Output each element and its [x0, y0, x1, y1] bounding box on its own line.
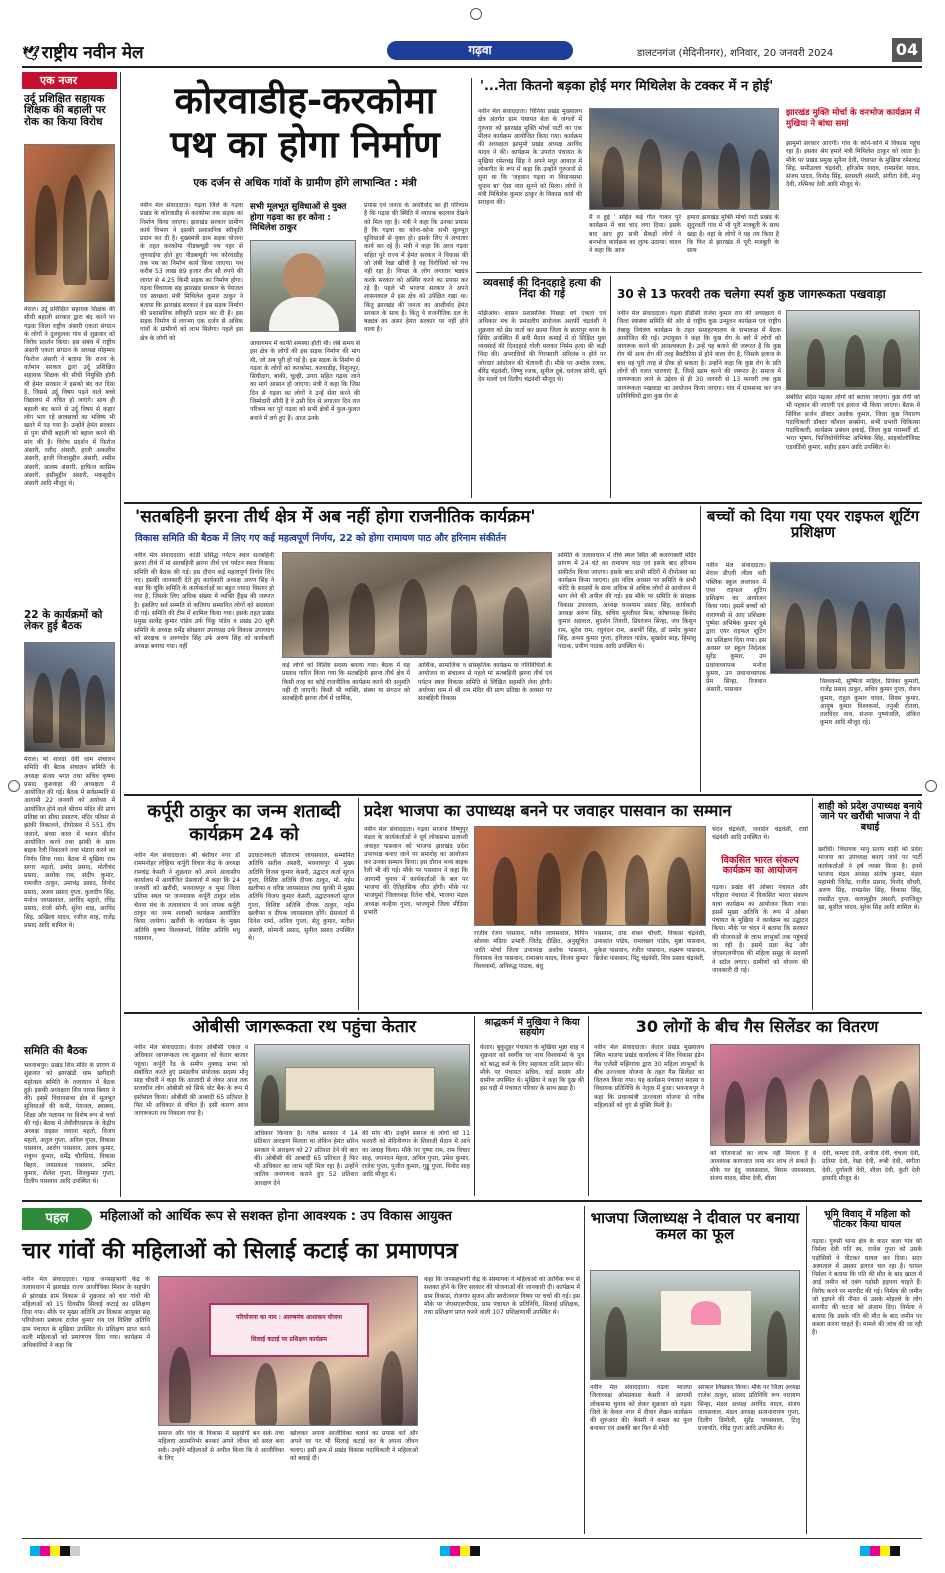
column-rule	[806, 1206, 807, 1534]
land-dispute-body: गढ़वा। गुरुसी थाना क्षेत्र के कठर कला गांव की निर्मला देवी पति स्व. राजेश गुप्ता को उसके पड़ोसियों ने पीटकर घायल कर दिया। सदर अस्पताल में उसका इलाज चल रहा है। घायल निर्मला ने बताया कि पति की मौत के बाद खाता में आई जमीन को दबंग पड़ोसी हड़पना चाहते हैं। विरोध करने पर मारपीट की गई। निर्मला की जमीन जो हड़पने की नीयत से उसके मोहल्ले के लोग मारपीट की घटना को अंजाम दिए। निर्मला ने बताया कि उसके पति की मौत के बाद जमीन पर कब्जा करना चाहते हैं। मामले की जांच की जा रही है।	[812, 1238, 922, 1337]
color-swatches-center	[440, 1546, 480, 1556]
gas-body-3: देवी, कमला देवी, अनीता देवी, चंचला देवी, प्रतिमा देवी, रेखा देवी, रूबी देवी, संगीता देवी, दुर्गावती देवी, शीला देवी, कुंती देवी इत्यादि मौजूद थे।	[822, 1150, 920, 1182]
gas-title: 30 लोगों के बीच गैस सिलेंडर का वितरण	[635, 1017, 879, 1036]
obc-photo	[254, 1044, 470, 1126]
wall-painting-body: नवीन मेल संवाददाता। गढ़वा भाजपा जिलाध्यक्ष ओमप्रकाश केसरी ने आगामी लोकसभा चुनाव को लेकर शुक्रवार को गढ़वा जिले के केवल नगर में दीवार लेखन कार्यक्रम की शुरुआत की। केसरी ने कमल का फूल बनाकर एवं अबकी बार फिर से मोदी	[590, 1384, 692, 1433]
row-rule	[476, 272, 922, 273]
registration-mark-top	[470, 8, 482, 20]
rifle-body: नवीन मेल संवाददाता। मेराल डीएवी लीला वती पब्लिक स्कूल लवरावन में एयर राइफल शूटिंग प्रशिक्षण का आयोजन किया गया। इसमें बच्चों को वाराणसी से आए प्रशिक्षक पुष्पेश अभिषेक कुमार दुबे द्वारा एयर राइफल शूटिंग का प्रशिक्षण दिया गया। इस अवसर पर स्कूल निदेशक सुरेंद्र कुमार, उप प्रधानाध्यापक मनोज कुमार, उप प्रधानाध्यापक प्रेम सिन्हा, रिजवान अंसारी, पासवान	[706, 562, 766, 694]
obc-column-2: अधिकार किनारा है। गरीब सरकार ने 14 प्रतिशत आरक्षण मिलता था लेकिन हेमंत सोरेन सरकार ने आरक्षण को 27 प्रतिशत देने की बात की। ओबीसी की आबादी 65 प्रतिशत है फिर भी अधिकार का लाभ नहीं मिल रहा है। उन्होंने जातिय जनगणना कराने हुए 52 प्रतिशत आरक्षण देने	[254, 1130, 358, 1187]
mithilesh-body-1: नवीन मेल संवाददाता। चिनिया प्रखंड मुख्यालय क्षेत्र अंतर्गत ग्राम पंचायत बेता के जंगलों में गुरुवार को झारखंड मुक्ति मोर्चा पार्टी का एक मीलन कार्यक्रम आयोजित किया गया। कार्यक्रम की अध्यक्षता झामुमो प्रखंड अध्यक्ष अरविंद यादव ने की। कार्यक्रम के उपरांत पंचायत के मुखिया रमेशचंद्र सिंह ने अपने मधुर आवाज़ में लोकगीत के रूप में कहा कि उन्होंने गुरुजनों से सुना था कि 'जहवान गढ़वा ना विधानसभा चुनाव बा' ऐसा नारा सुनने को मिला। लोगों ने मंत्री मिथिलेश कुमार ठाकुर के विकास कार्य की सराहना की।	[478, 108, 582, 207]
leprosy-title: 30 से 13 फरवरी तक चलेगा स्पर्श कुष्ठ जागरूकता पखवाड़ा	[617, 287, 886, 301]
lead-column-3: प्रयास एवं जनता के आशीर्वाद का ही परिणाम है कि गढ़वा की स्थिति में व्यापक बदलाव देखने को मिल रहा है। मंत्री ने कहा कि उनका प्रयास है कि गढ़वा का कोना-कोना सभी मूलभूत सुविधाओं से युक्त हो। इसके लिए वे लगातार कार्य कर रहे हैं। मंत्री ने कहा कि आज गढ़वा सहित पूरे राज्य में हेमंत सरकार ने विकास की जो लंबी रेखा खींची है वह विरोधियों को पच नहीं रहा है। विपक्ष के लोग लगातार षड्यंत्र करके सरकार को अस्थिर करने का प्रयास कर रहे हैं। पहले भी भाजपा सरकार ने अपने शासनकाल में इस क्षेत्र को उपेक्षित रखा था। किंतु झारखंड की जनता का आशीर्वाद हेमंत सरकार के साथ है। किंतु वे राजनीतिक दल के षड्यंत्र का असर हेमंत सरकार पर नहीं होने वाला है।	[364, 202, 468, 334]
mithilesh-body-2: मैं न हुई ' सहित कई गीत गाकर पूरे कार्यक्रम में चार चांद लगा दिया। इसके बाद आए हुए सभी सैकड़ों लोगों ने बनभोज कार्यक्रम का लुत्फ उठाया। यादव ने कहा कि आज	[589, 214, 681, 255]
ek-nazar-s1-photo	[24, 144, 115, 302]
footer-rule	[22, 1538, 922, 1539]
jawahar-photo	[474, 826, 706, 926]
satbahini-column-3: आर्थिक, सामाजिक व सांस्कृतिक कार्यक्रम या गतिविधियों के आयोजन या संचालन से पहले मां सतबहिनी झरना तीर्थ एवं पर्यटन स्थल विकास समिति से लिखित सहमति लेना होगी। अयोध्या धाम में श्री राम मंदिर की प्राण प्रतिष्ठा के अवसर पर सतबहिनी विकास	[418, 662, 552, 703]
registration-mark-right	[925, 780, 937, 792]
leprosy-photo	[786, 310, 920, 390]
ek-nazar-column	[22, 72, 117, 1197]
murder-body: मझिआंव। शासन प्रशासनिक पिछड़ा वर्ग एकता एवं अधिकार मंच के प्रमंडलीय संयोजक अशर्फी चंद्रवंशी ने शुक्रवार को प्रेस वार्ता कर फ्रामा जिला के छतरपुर थाना के सिंघेर अवस्थित मैं बनी मैदान कमाई में दो शिक्षित युवा व्यवसाई की दिनदहाड़े गोली मारकर निर्मम हत्या की कड़ी निंदा की। अपराधियों की गिरफ्तारी अविलंब न होने पर जोरदार आंदोलन की चेतावनी दी। मौके पर अशोक रजक, बीरेंद्र चंद्रवंशी, विष्णु रजक, सुनील दुबे, धनंजय सोनी, सूर्य देव मालो एवं दिलीप चंद्रवंशी मौजूद थे।	[478, 310, 606, 384]
shahi-body: खरौंधी। विधायक भानु प्रताप शाही को प्रदेश भाजपा का उपाध्यक्ष बनाए जाने पर पार्टी कार्यकर्ताओं ने हर्ष व्यक्त किया है। इनमें भाजपा मंडल अध्यक्ष संतोष कुमार, मंडल महामंत्री जितेंद्र, राजीव प्रसाद, विनोद चौधरी, अरुण सिंह, रामप्रवेश सिंह, विकास सिंह, रामप्रीत गुप्ता, कलामुद्दीन अंसारी, इन्तजिशुर खा, सुशील यादव, सुरेश सिंह आदि शामिल थे।	[818, 846, 922, 912]
row-rule	[22, 1200, 922, 1202]
gas-body: नवीन मेल संवाददाता। केतार प्रखंड मुख्यालय स्थित भाजपा प्रखंड कार्यालय में शिव विकास इंडेन गैस एजेंसी मझिगांवा द्वारा 30 महिला लाभुकों के बीच उज्ज्वला योजना के तहत गैस सिलेंडर का वितरण किया गया। यह कार्यक्रम पंचायत सदस्य व विधायक प्रतिनिधि के नेतृत्व में हुआ। भवनाथपुर ने कहा कि प्रधानमंत्री उज्ज्वला योजना से गरीब महिलाओं को धुएं से मुक्ति मिली है।	[594, 1044, 704, 1110]
obc-column-1: नवीन मेल संवाददाता। केतार ओबीसी एकता व अधिकार जागरूकता रथ शुक्रवार को केतार बाजार पहुंचा। कर्पूरी रैड के समीप नुक्कड़ सभा को संबोधित करते हुए प्रमंडलीय संयोजक सदस्य मोनू साह चौधरी ने कहा कि आजादी से लेकर आज तक सत्ताधीन लोग ओबीसी को सिर्फ वोट बैंक के रूप में इस्तेमाल किया। ओबीसी की आबादी 65 प्रतिशत है फिर भी अधिकार से वंचित हैं। इसी कारण आज जागरूकता रथ निकाला गया है।	[134, 1044, 248, 1118]
land-dispute-title: भूमि विवाद में महिला को पीटकर किया घायल	[823, 1209, 911, 1231]
lotus-icon	[691, 1301, 721, 1325]
bird-logo-icon: 🕊	[22, 46, 40, 62]
rifle-body-2: विश्वकर्मा, सुष्मिता माहिल, प्रियंका कुमारी, राजेंद्र प्रसाद ठाकुर, सचिन कुमार गुप्ता, रोशन कुमार, राहुल कुमार यादव, शिवम कुमार, आयुष कुमार विश्वकर्मा, तनुश्री रोतला, तलविंदर नाथ, संजना पुष्पांजलि, अंकित कुमार आदि मौजूद रहे।	[820, 678, 920, 727]
color-swatches-left	[30, 1546, 80, 1556]
pahal-column-2: समाज और गांव के विकास में सहयोगी बन सके तथा महिलाएं आत्मनिर्भर बनकर अपने जीवन को सरल बना सकें। उन्होंने महिलाओं से अपील किया कि वे आजीविका के लिए	[158, 1430, 284, 1462]
ek-nazar-s3-title: समिति की बैठक	[24, 1045, 88, 1057]
minister-portrait	[250, 240, 356, 332]
shahi-title: शाही को प्रदेश उपाध्यक्ष बनाये जाने पर खरौंधी भाजपा ने दी बधाई	[818, 801, 922, 833]
ek-nazar-s2-photo	[24, 642, 115, 752]
wall-painting-photo	[590, 1270, 800, 1380]
jawahar-body-3: पासवान, दया शंकर चौधरी, विकास चंद्रवंशी, उमाकांत पांडेय, रामलखन पांडेय, मुन्ना पासवान, मुकेश पासवान, रंजीत पासवान, लक्ष्मण पासवान, ब्रिजेश पासवान, पिंटू चंद्रवंशी, शिव प्रसाद चंद्रवंशी,	[594, 930, 706, 962]
pahal-photo	[158, 1276, 418, 1426]
mithilesh-body-4: झामुमो सरकार आएगी। गांव के कोने-कोने में विकास पहुंच रहा है। इसका श्रेय हमारे मंत्री मिथिलेश ठाकुर को जाता है। मौके पर प्रखंड प्रमुख सुनैना देवी, पंचायत के मुखिया रमेशचंद्र सिंह, समीउल्ला चंद्रवंशी, हरिओम यादव, रामप्रवेश यादव, संजय यादव, विनोद सिंह, सरस्वती अंसारी, संगीता देवी, मंजू देवी, रश्मिका देवी आदि मौजूद थे।	[786, 140, 920, 189]
lead-deck: एक दर्जन से अधिक गांवों के ग्रामीण होंगे लाभान्वित : मंत्री	[193, 177, 417, 189]
column-rule	[588, 1016, 589, 1196]
row-rule	[124, 502, 922, 504]
page-number: 04	[892, 38, 922, 62]
column-rule	[474, 1016, 475, 1196]
shraddh-body: केतार। बुकुदुहर पंचायत के मुखिया मुन्ना शाह ने शुक्रवार को स्वर्गीय घर नाथ विश्वकर्मा के पुत्र को श्राद्ध कर्म के लिए सहायता राशि प्रदान की। मौके पर पंचायत सचिव, वार्ड सदस्य और ग्रामीण उपस्थित थे। मुखिया ने कहा कि दुख की इस घड़ी में पंचायत परिवार के साथ खड़ा है।	[480, 1044, 584, 1093]
jawahar-body-2: राजीव रंजन पासवान, नवीन जायसवाल, विपिन सोलवा मंडिया प्रभारी जितेंद्र दीक्षित, अनुसूचित जाति मोर्चा जिला उपाध्यक्ष अशोक पासवान, विनायक नेता पासवान, रामाश्रय यादव, विजय कुमार विश्वकर्मा, अनिरुद्ध पाठक, बंधु	[474, 930, 588, 971]
leprosy-body: नवीन मेल संवाददाता। गढ़वा डीडीसी राजेश कुमार राय की अध्यक्षता में जिला स्वास्थ्य समिति की ओर से राष्ट्रीय कुष्ठ उन्मूलन कार्यक्रम एवं राष्ट्रीय तंबाकू नियंत्रण कार्यक्रम के तहत समाहरणालय के सभाकक्ष में बैठक आयोजित की गई। उपायुक्त ने कहा कि कुष्ठ रोग के बारे में लोगों को जागरूक करने की आवश्यकता है। उन्हें यह बताने की जरूरत है कि कुष्ठ रोग भी अन्य रोग की तरह बैक्टीरिया से होने वाला रोग है, जिसके इलाज के बाद यह पूरी तरह से ठीक हो सकता है। उन्होंने कहा कि कुष्ठ रोग के प्रति लोगों की गलत धारणाएं हैं, जिन्हें खत्म करने की जरूरत है। समाज में जागरूकता लाने के उद्देश्य से ही 30 जनवरी से 13 फरवरी तक कुष्ठ जागरूकता पखवाड़ा का आयोजन किया जाएगा। गांव में ग्रामसभा कर जन प्रतिनिधियों द्वारा कुष्ठ रोग से	[617, 310, 781, 400]
ek-nazar-s3-body: भवनाथपुर। प्रखंड शिव मंदिर के प्रांगण में शुक्रवार को झारखंडी धाम खरीदारी महोत्सव समिति के तत्वाधान में बैठक हुई। इसकी अध्यक्षता शिव पारस बियार ने की। इसमें विधानसभा क्षेत्र में मूलभूत सुविधाओं की कमी, पेयजल, स्वास्थ्य, शिक्षा और पलायन पर विशेष रूप से चर्चा की गई। बैठक में जेवीवीएसएस के केंद्रीय अध्यक्ष दाइसर जवाना महतो, विजय महतो, अतुल गुप्ता, अनिल गुप्ता, विकास पासवान, आरोग पासवान, आरव कुमार, शत्रुघ्न कुमार, धर्मेंद्र चौरसिया, विकास बिहार, जयप्रकाश पासवान, अमित कुमार, शैलेश गुप्ता, शिवकुमार गुप्ता, दिलीप पासवान आदि उपस्थित थे।	[24, 1062, 115, 1186]
mithilesh-title: '...नेता कितनो बड़का होई मगर मिथिलेश के टक्कर में न होई'	[480, 79, 774, 94]
jawahar-body-4: चंदन चंद्रवंशी, जनार्दन चंद्रवंशी, राघो चंद्रवंशी आदि उपस्थित थे।	[712, 826, 808, 842]
masthead	[22, 38, 922, 64]
ek-nazar-label: एक नजर	[22, 72, 117, 89]
pahal-column-1: नवीन मेल संवाददाता। गढ़वा जनसहभागी केंद्र के तत्वावधान में झारखंड राज्य आजीविका मिशन के सहयोग से झारखंड ग्राम विकास से शुक्रवार को चार गांवों की महिलाओं को 15 दिवसीय सिलाई कटाई का प्रशिक्षण दिया गया। मौके पर मुख्य अतिथि उप विकास आयुक्त सह परियोजना प्रबंधक राजेश कुमार राय एवं विशिष्ट अतिथि ग्राम पंचायत के मुखिया उपस्थित थे। प्रशिक्षण प्राप्त करने वाली महिलाओं को प्रमाणपत्र दिया गया। कार्यक्रम में अधिकारियों ने कहा कि	[22, 1276, 150, 1350]
satbahini-column-1: नवीन मेल संवाददाता। कांडी प्रसिद्ध पर्यटन स्थल सतबहिनी झरना तीर्थ में मां सतबहिनी झरना तीर्थ एवं पर्यटन स्थल विकास समिति की बैठक की गई। इस दौरान कई महत्वपूर्ण निर्णय लिए गए। इसकी जानकारी देते हुए कार्यकारी अध्यक्ष अरुण सिंह ने कहा कि चूंकि समिति के कार्यकर्ताओं का बहुत ज्यादा विस्तार हो गया है, जिसके लिए अधिक संख्या में व्यक्ति हैंड्स की जरूरत है। इसलिए सर्व सम्मति से कतिपय सम्मानित लोगों को सदस्यता दी गई। समिति की टीम में शामिल किया गया। इसके तहत प्रखंड प्रमुख सत्येंद्र कुमार पांडेय उर्फ पिंकू पांडेय व प्रखंड 20 सूत्री समिति के अध्यक्ष धर्मेंद्र सोखवार उपाध्यक्ष उर्फ विकास उपाध्याय को संरक्षक व अरुणदेव सिंह उर्फ अरुण सिंह को कार्यकारी अध्यक्ष बनाया गया। वहीं	[134, 552, 274, 651]
pahal-column-3: खोलकर अपना आजीविका चलाने का प्रयास करें और अपने घर पर भी सिलाई कटाई कर के अपना जीवन चलाए। इसी क्रम में प्रखंड विकास पदाधिकारी ने महिलाओं को बधाई दी।	[290, 1430, 418, 1462]
dateline: डालटनगंज (मेदिनीनगर), शनिवार, 20 जनवरी 2024	[637, 48, 834, 59]
row-rule	[124, 794, 922, 796]
column-rule	[120, 72, 121, 1197]
column-rule	[700, 506, 701, 792]
lead-column-1: नवीन मेल संवाददाता। गढ़वा जिले के गढ़वा प्रखंड के कोरवाडीह से करकोमा तक सड़क का निर्माण किया जाएगा। झारखंड सरकार ग्रामीण कार्य विभाग ने इसकी प्रशासनिक स्वीकृति प्रदान कर दी है। मुख्यमंत्री ग्राम सड़क योजना के तहत करकोमा पीडब्ल्यूडी पथ नहर से लुगवाईया होते हुए पीडब्ल्यूडी पथ कोरवाडीह तक पथ का निर्माण कार्य किया जाएगा। पथ करीब 53 लाख 89 हजार तीन सौ रुपये की लागत से 4.25 किमी सड़क का निर्माण होगा। गढ़वा विधायक सह झारखंड सरकार के पेयजल एवं स्वच्छता मंत्री मिथिलेश कुमार ठाकुर ने बताया कि झारखंड सरकार ने इस सड़क निर्माण की प्रशासनिक स्वीकृति प्रदान कर दी है। इस सड़क निर्माण से लगभग एक दर्जन से अधिक गांवों के ग्रामीणों को लाभ मिलेगा। पहले इस क्षेत्र के लोगों को	[140, 202, 243, 342]
shraddh-title: श्राद्धकर्म में मुखिया ने किया सहयोग	[484, 1017, 580, 1039]
lead-column-2: आवागमन में काफी समस्या होती थी। लंबे समय से इस क्षेत्र के लोगों की इस सड़क निर्माण की मांग थी, जो अब पूरी हो गई है। इस सड़क के निर्माण से गढ़वा के लोगों को करकोमा, करवाडीह, विशुनपुर, सिघौदाग, बाकी, चूल्ही, उगरा सहित गढ़वा जाने का मार्ग आसान हो जाएगा। मंत्री ने कहा कि जिस दिन से गढ़वा का लोगों ने उन्हें सेवा करने की जिम्मेदारी सौंपी है वे उसी दिन से लगातार दिन रात परिश्रम कर पूरे गढ़वा को सभी क्षेत्रों में फुल-फुलत बनाने में लगे हुए हैं। आज उनके	[250, 340, 360, 422]
lead-quote: सभी मूलभूत सुविधाओं से युक्त होगा गढ़वा का हर कोना : मिथिलेश ठाकुर	[250, 202, 347, 233]
column-rule	[471, 78, 472, 498]
lead-title-line2: पथ का होगा निर्माण	[170, 123, 440, 166]
ek-nazar-s2-title: 22 के कार्यक्रमों को लेकर हुई बैठक	[24, 609, 103, 633]
masthead-rule	[22, 66, 922, 68]
murder-title: व्यवसाई की दिनदहाड़े हत्या की निंदा की गई	[483, 277, 601, 301]
brand-logo	[22, 40, 144, 63]
obc-column-3: की मांग की। उन्होंने समाज के लोगों को 11 फरवरी को मेदिनीनगर के शिवाजी मैदान में आने का आग्रह किया। मौके पर पुष्पा राम, राम विचार साह, जयनंदन मेहता, अनिल गुप्ता, उमेश कुमार, राजेश गुप्ता, पुजीत कुमार, गुड्डू गुप्ता, विनोद साह आदि मौजूद थे।	[362, 1130, 470, 1179]
color-swatches-right	[860, 1546, 900, 1556]
satbahini-title: 'सतबहिनी झरना तीर्थ क्षेत्र में अब नहीं होगा राजनीतिक कार्यक्रम'	[135, 507, 536, 527]
section-label: गढ़वा	[387, 41, 573, 60]
ek-nazar-s1-body: मेराल। उर्दू प्रशिक्षित सहायक शिक्षक की सीधी बहाली सरकार द्वारा बंद करने पर गढ़वा जिला राष्ट्रीय अंसारी एकता संगठन के लोगों ने दुलहुलवा गांव से शुक्रवार को विरोध प्रदर्शन किया। इस संबंध में राष्ट्रीय अंसारी एकता संगठन के अध्यक्ष मोहम्मद फिरोज अंसारी ने बताया कि राज्य के वर्तमान सरकार द्वारा उर्दू प्रशिक्षित सहायक शिक्षक की सीधी नियुक्ति होनी थी हेमंत सरकार ने इसको बंद कर दिया है, जिससे उर्दू विषय पढ़ने वाले बच्चे विद्यालय में वंचित हो जाएंगे। साथ ही बहाली बंद करने से उर्दू विषय से कहार लोग भाग रहे छात्रछात्रों का भविष्य भी खतरे में पड़ गया है। उन्होंने हेमंत सरकार से पुनः सीधी बहाली को बहाल करने की मांग की है। विरोध प्रदर्शन में फिरोज अंसारी, रशीद अंसारी, हाजी अकलीम अंसारी, हाजी निजामुद्दीन अंसारी, शमीम अंसारी, आलम अंसारी, हाफिज कासिम अंसारी, हसीमुद्दीन अंसारी, मकसूदीन अंसारी आदि मौजूद थे।	[24, 306, 115, 488]
karpoori-column-2: उदघाटनकर्ता सीताराम जायसवाल, सम्मानित अतिथि सतीश अंसारी, भवनाथपुर में मुख्य अतिथि विजय कुमार केसरी, उद्घाटन कर्ता सूरज गुप्ता, विशिष्ट अतिथि दीपक ठाकुर, मो. नईम खलीफा व वरिष्ठ जायसवाल तथा धुरकी में मुख्य अतिथि विजय कुमार केसरी, उद्घाटनकर्ता सूरज गुप्ता, विशिष्ट अतिथि दीपक ठाकुर, नईम खलीफा व दीपक जायसवाल होंगे। प्रेसवार्ता में दिनेश शर्मा, अनिल गुप्ता, सेतु कुमार, सतीश अंसारी, सोमानी प्रसाद, सुनील प्रसाद उपस्थित थे।	[248, 852, 354, 942]
wall-painting-body-2: सरकार लिखकर किया। मौके पर जिला अध्यक्ष राजेश ठाकुर, सांसद प्रतिनिधि रूप नारायण सिन्हा, मंडल अध्यक्ष अरविंद यादव, संजय जायसवाल, मंडल अध्यक्ष सत्यनारायण गुप्ता, दिलीप डिमोली, सुरेंद्र जयसवाल, टिलू प्रजापति, रविंद्र गुप्ता आदि उपस्थित थे।	[698, 1384, 800, 1433]
pahal-kicker: महिलाओं को आर्थिक रूप से सशक्त होना आवश्यक : उप विकास आयुक्त	[100, 1209, 452, 1224]
brand-name: राष्ट्रीय नवीन मेल	[41, 43, 144, 63]
pahal-banner-text: परियोजना का नाम : आरुषमंच आशाकन योजना	[235, 1314, 342, 1321]
viksit-title: विकसित भारत संकल्प कार्यक्रम का आयोजन	[721, 855, 799, 877]
jawahar-body-1: नवीन मेल संवाददाता। गढ़वा भाजपा विष्णुपुर मंडल के कार्यकर्ताओं ने पूर्व लोकसभा प्रत्याशी जवाहर पासवान को भाजपा झारखंड प्रदेश उपाध्यक्ष बनाए जाने पर समारोह का आयोजन कर उनका सम्मान किया। इस दौरान भव्य बाइक रैली भी की गई। मौके पर पासवान ने कहा कि आगामी चुनाव में कार्यकर्ताओं के बल पर भाजपा की ऐतिहासिक जीत होगी। मौके पर भाजयुमो जिलाध्यक्ष रितेश चौबे, भाजपा मंडल अध्यक्ष कन्हैया गुप्ता, भाजयुमो जिला मीडिया प्रभारी	[364, 826, 468, 916]
column-rule	[358, 798, 359, 1010]
satbahini-column-4: समिति के तत्वावधान में तीर्थ स्थल स्थित श्री बजरंगबली मंदिर प्रांगण में 24 घंटे का रामायण पाठ एवं इसके बाद हरिनाम संकीर्तन किया जाएगा। इसके बाद सभी मंदिरों में दीपोत्सव का कार्यक्रम किया जाएगा। इस पवित्र अवसर पर समिति के सभी कोटि के सदस्यों के साथ अधिक से अधिक लोगों से आयोजन में भाग लेने की अपील की गई। इस मौके पर समिति के संरक्षक विकास उपाध्याय, अध्यक्ष घनश्याम प्रसाद सिंह, कार्यकारी अध्यक्ष अरुण सिंह, सचिव मुरलीधर मिश्र, कोषाध्यक्ष बिनोद कुमार अग्रवाल, सुदर्शन तिवारी, प्रियरंजन सिन्हा, जय किशुन राम, सुरेश राम, रघुनंदन राम, अशर्फी सिंह, डॉ प्रमोद कुमार सिंह, अभय कुमार गुप्ता, हरिलाल पांडेय, सुखदेव साह, हिमांशु पाठक, प्रवीण पाठक आदि उपस्थित थे।	[558, 552, 696, 651]
rifle-title: बच्चों को दिया गया एयर राइफल शूटिंग प्रशिक्षण	[706, 507, 920, 542]
satbahini-deck: विकास समिति की बैठक में लिए गए कई महत्वपूर्ण निर्णय, 22 को होगा रामायण पाठ और हरिनाम संकीर्तन	[135, 533, 507, 544]
viksit-body: गढ़वा। प्रखंड की ओबरा पंचायत और परिहारा पंचायत में विकसित भारत संकल्प यात्रा कार्यक्रम का आयोजन किया गया। इसमें मुख्य अतिथि के रूप में ओबरा पंचायत के मुखिया ने कार्यक्रम का उद्घाटन किया। मौके पर चंदन ने बताया कि सरकार की योजनाओं के लाभ लाभुकों तक पहुंचाई जा रही है। इसमें प्रज्ञा केंद्र और जेएसएलपीएस की महिला समूह के सदस्यों ने स्टॉल लगाए। ग्रामीणों को योजना की जानकारी दी गई।	[712, 884, 808, 974]
pahal-column-4: कहा कि जनसहभागी केंद्र के संस्थापक ने महिलाओं को आर्थिक रूप से सशक्त होने के लिए सरकार की योजनाओं की जानकारी दी। कार्यक्रम में ग्राम विकास, रोजगार सृजन और स्वरोजगार विषय पर चर्चा की गई। इस मौके पर जेएसएलपीएस, ग्राम पंचायत के प्रतिनिधि, सिलाई प्रशिक्षक, तथा प्रशिक्षण प्राप्त करने वाली 107 प्रशिक्षणार्थी उपस्थित थे।	[424, 1276, 580, 1317]
column-rule	[610, 276, 611, 498]
pahal-tag: पहल	[22, 1208, 92, 1230]
wall-painting-title: भाजपा जिलाध्यक्ष ने दीवाल पर बनाया कमल का फूल	[590, 1209, 800, 1244]
ek-nazar-s2-body: मेराल। मां शारदा देवी धाम संचालन समिति की बैठक संचालन समिति के अध्यक्ष संजय भगत तथा सचिव कृष्णा प्रसाद कुशवाहा की अध्यक्षता में आयोजित की गई। बैठक में सर्वसम्मति से आगामी 22 जनवरी को अयोध्या में आयोजित होने वाले श्रीराम मंदिर की प्राण प्रतिष्ठा का सीधा प्रसारण, मंदिर परिसर से झांकी निकालने, दीपोत्सव में 551 दीप जलाने, संध्या काल में भजन कीर्तन आयोजित करने तथा झांकी के साथ बाइक रैली निकालने तथा भंडारा करने का निर्णय लिया गया। बैठक में मुखिया राम सागर महतो, प्रमोद प्रसाद, मोतीचंद प्रसाद, अशोक राम, संदीप कुमार, रामजीत ठाकुर, उमाचंद्र प्रसाद, विनोद प्रसाद, अजय प्रसाद गुप्ता, कुलदीप सिंह, मनोज जायसवाल, अरविंद महतो, रविंद्र प्रसाद, राजो सोनी, सुरेश शाह, अरविंद सिंह, अखिला यादव, रजीज शाह, राजेंद्र प्रसाद आदि शामिल थे।	[24, 756, 115, 929]
ek-nazar-s1-title: उर्दू प्रशिक्षित सहायक शिक्षक की बहाली पर रोक का किया विरोध	[24, 93, 106, 128]
satbahini-photo	[282, 552, 552, 658]
pahal-banner-text-2: सिलाई कटाई पर प्रशिक्षण कार्यक्रम	[250, 1336, 328, 1343]
pahal-title: चार गांवों की महिलाओं को सिलाई कटाई का प्रमाणपत्र	[22, 1239, 458, 1264]
leprosy-body-2: संबंधित संदेश पढ़कर लोगों को बताया जाएगा। कुष्ठ रोगी को भी पहचान की जाएगी एवं इलाज भी किया जाएगा। बैठक में सिविल सर्जन डॉक्टर अशोक कुमार, जिला कुष्ठ निवारण पदाधिकारी डॉक्टर कौशल सक्सेना, सभी प्रभारी चिकित्सा पदाधिकारी, कार्यक्रम प्रबंधन इकाई, जिला कुष्ठ परामर्शी डॉ. भरत भूषण, फिजियोथेरेपिस्ट अभिषेक सिंह, साइकोलॉजिस्ट एडवर्डियो कुमार, सहीद हसन आदि उपस्थित थे।	[786, 394, 920, 451]
satbahini-column-2: कई लोगों को विशिष्ट सदस्य बनाया गया। बैठक में यह प्रस्ताव पारित किया गया कि सतबहिनी झरना तीर्थ क्षेत्र में किसी तरह का कोई राजनीतिक कार्यक्रम करने की अनुमति नहीं दी जाएगी। किसी भी व्यक्ति, संस्था या संगठन को सतबहिनी झरना तीर्थ में धार्मिक,	[282, 662, 410, 703]
mithilesh-photo	[589, 108, 779, 210]
column-rule	[584, 1206, 585, 1534]
gas-photo	[710, 1044, 920, 1146]
registration-mark-left	[8, 780, 20, 792]
row-rule	[124, 1012, 922, 1014]
gas-body-2: को योजनाओं का लाभ नहीं मिलता है वे आवश्यक कागजात जमा कर लाभ ले सकते हैं। मौके पर इंदु जायसवाल, विराम जायसवाल, संजय यादव, सीमा देवी, शीला	[710, 1150, 816, 1182]
jawahar-title: प्रदेश भाजपा का उपाध्यक्ष बनने पर जवाहर पासवान का सम्मान	[364, 801, 732, 820]
lead-title-line1: कोरवाडीह-करकोमा	[174, 79, 436, 122]
column-rule	[812, 798, 813, 1010]
obc-title: ओबीसी जागरूकता रथ पहुंचा केतार	[192, 1017, 416, 1037]
mithilesh-body-3: हमारा झारखंड मुक्ति मोर्चा पार्टी प्रखंड के सुदूरवर्ती गांव में भी पूरी मजबूती के साथ खड़ा है। वहां के लोगों ने यह तय किया है कि फिर से झारखंड में पूरी मजबूती के साथ	[687, 214, 779, 255]
rifle-photo	[770, 562, 920, 674]
jmm-box-title: झारखंड मुक्ति मोर्चा के वनभोज कार्यक्रम में मुखिया ने बांधा समां	[786, 108, 920, 129]
karpoori-title: कर्पूरी ठाकुर का जन्म शताब्दी कार्यक्रम 24 को	[147, 801, 341, 845]
karpoori-column-1: नवीन मेल संवाददाता। श्री बंशीधर नगर डॉ राममनोहर लोहिया कर्पूरी विचार केंद्र के अध्यक्ष रामचंद्र केसरी ने शुक्रवार को अपने आवासीय कार्यालय में आयोजित प्रेसवार्ता में कहा कि 24 जनवरी को खरौंधी, भवनाथपुर व भुमा जिला प्रतिमा स्थल पर जननायक कर्पूरी ठाकुर लोक चेतना मंच के तत्वावधान में जन नायक कर्पूरी ठाकुर का जन्म शताब्दी कार्यक्रम आयोजित किया जायेगा। खरौंधी के कार्यक्रम के मुख्य अतिथि कृष्णा विश्वकर्मा, विशिष्ट अतिथि मधु पासवान,	[134, 852, 240, 942]
